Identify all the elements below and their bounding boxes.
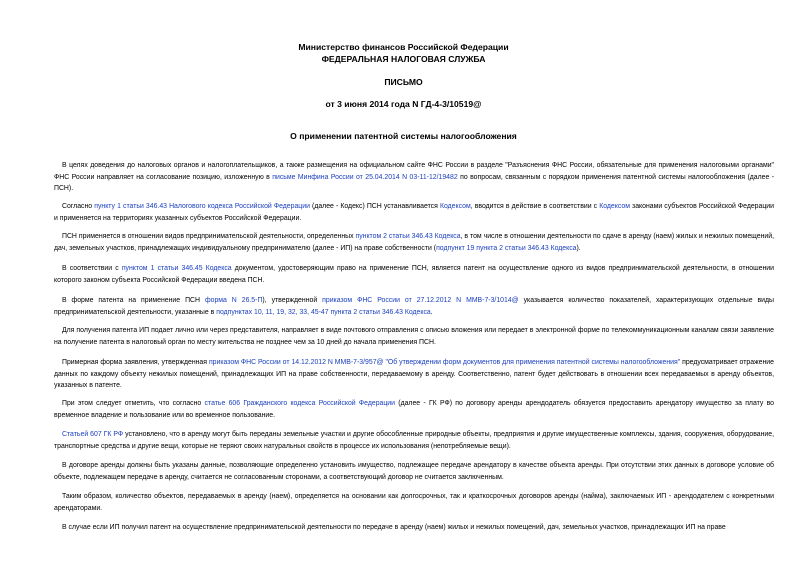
legal-reference-link[interactable]: пунктом 1 статьи 346.45 Кодекса [121,265,232,272]
paragraph-text: по вопросам, связанным с порядком применения патентной системы налогообложения (далее - ПСН). [54,173,774,193]
paragraph [54,295,774,318]
paragraph [54,491,774,514]
paragraph-text: , в том числе в отношении деятельности по сдаче в аренду (наем) жилых и нежилых помещений, дач, земельных участков, принадлежащих индивидуальному предпринимателю (далее - ИП) на праве собственности ( [54,233,775,252]
paragraph-text: (далее - Кодекс) ПСН устанавливается [309,203,440,210]
paragraph [54,325,774,348]
paragraph [54,231,774,254]
paragraph [54,201,774,224]
paragraph-text: установлено, что в аренду могут быть переданы земельные участки и другие обособленные природные объекты, предприятия и другие имущественные комплексы, здания, сооружения, оборудование, транспортные средства и другие вещи, которые не теряют своих натуральных свойств в процессе их использования (непотребляемые вещи). [54,431,775,450]
paragraph-text: В соответствии с [62,265,122,272]
paragraph-text: При этом следует отметить, что согласно [62,400,205,407]
paragraph-text: В договоре аренды должны быть указаны данные, позволяющие определенно установить имущество, подлежащее передаче арендатору в качестве объекта аренды. При отсутствии этих данных в договоре условие об объекте, подлежащем передаче в аренду, считается не согласованным сторонами, а соответствующий договор не считается заключенным. [54,462,774,481]
paragraph [54,398,774,421]
paragraph-text: В случае если ИП получил патент на осуществление предпринимательской деятельности по передаче в аренду (наем) жилых и нежилых помещений, дач, земельных участков, принадлежащих ИП на праве [62,524,726,531]
paragraph-text: Согласно [62,203,95,210]
paragraph-text: (далее - ГК РФ) по договору аренды арендодатель обязуется предоставить арендатору имущество за плату во временное владение и пользование или во временное пользование. [54,400,774,419]
legal-reference-link[interactable]: пунктом 2 статьи 346.43 Кодекса [355,233,461,240]
legal-reference-link[interactable]: подпункт 19 пункта 2 статьи 346.43 Кодекса [436,244,577,252]
legal-reference-link[interactable]: письме Минфина России от 25.04.2014 N 03-11-12/19482 [272,173,458,181]
paragraph-text: указывается количество показателей, характеризующих отдельные виды предпринимательской деятельности, указанные в [54,297,774,316]
legal-reference-link[interactable]: приказом ФНС России от 14.12.2012 N ММВ-7-3/957@ "Об утверждении форм документов для применения патентной системы налогообложения" [208,359,681,366]
paragraph-text: документом, удостоверяющим право на применение ПСН, является патент на осуществление одного из видов предпринимательской деятельности, в отношении которого законом субъекта Российской Федерации введена ПСН. [54,265,775,284]
paragraph [54,429,774,452]
paragraph-text: ). [576,244,581,252]
legal-reference-link[interactable]: статье 606 Гражданского кодекса Российской Федерации [204,400,396,407]
legal-reference-link[interactable]: Кодексом [599,203,630,210]
paragraph-text: В целях доведения до налоговых органов и налогоплательщиков, а также размещения на официальном сайте ФНС России в разделе "Разъяснения ФНС России, обязательные для применения налоговыми органами" ФНС России направляет на согласование позицию, изложенную в [54,162,774,181]
document-type: ПИСЬМО [384,77,423,87]
legal-reference-link[interactable]: Статьей 607 ГК РФ [62,431,124,438]
service-name: ФЕДЕРАЛЬНАЯ НАЛОГОВАЯ СЛУЖБА [321,54,486,64]
legal-reference-link[interactable]: Кодексом [439,203,471,210]
paragraph-text: Для получения патента ИП подает лично или через представителя, направляет в виде почтового отправления с описью вложения или передает в электронной форме по телекоммуникационным каналам связи заявление на получение патента в налоговый орган по месту жительства не позднее чем за 10 дней до начала применения ПСН. [54,327,774,346]
paragraph [54,522,774,534]
paragraph [54,160,774,195]
paragraph-text: законами субъектов Российской Федерации и применяется на территориях указанных субъектов Российской Федерации. [54,203,774,222]
paragraph-text: , вводится в действие в соответствии с [470,203,600,210]
legal-reference-link[interactable]: подпунктах 10, 11, 19, 32, 33, 45-47 пункта 2 статьи 346.43 Кодекса [216,308,431,316]
ministry-name: Министерство финансов Российской Федерации [298,42,509,52]
document-date: от 3 июня 2014 года N ГД-4-3/10519@ [325,99,482,109]
legal-reference-link[interactable]: пункту 1 статьи 346.43 Налогового кодекса Российской Федерации [94,203,310,210]
paragraph [54,460,774,483]
legal-reference-link[interactable]: форма N 26.5-П [204,297,263,304]
paragraph [54,263,774,286]
paragraph-text: Таким образом, количество объектов, передаваемых в аренду (наем), определяется на основании как долгосрочных, так и краткосрочных договоров аренды (найма), заключаемых ИП - арендодателем с конкретными арендаторами. [54,493,774,512]
paragraph-text: В форме патента на применение ПСН [62,297,205,304]
legal-reference-link[interactable]: приказом ФНС России от 27.12.2012 N ММВ-7-3/1014@ [322,297,519,304]
paragraph-text: . [430,308,433,316]
paragraph [54,357,774,392]
paragraph-text: Примерная форма заявления, утвержденная [62,359,209,366]
paragraph-text: ПСН применяется в отношении видов предпринимательской деятельности, определенных [62,233,356,240]
document-subject: О применении патентной системы налогообложения [290,131,517,141]
paragraph-text: предусматривает отражение данных по каждому объекту нежилых помещений, принадлежащих ИП на праве собственности, передаваемому в аренду. Соответственно, патент будет действовать в отношении всех передаваемых в аренду объектов, указанных в патенте. [54,359,774,390]
paragraph-text: ), утвержденной [262,297,323,304]
